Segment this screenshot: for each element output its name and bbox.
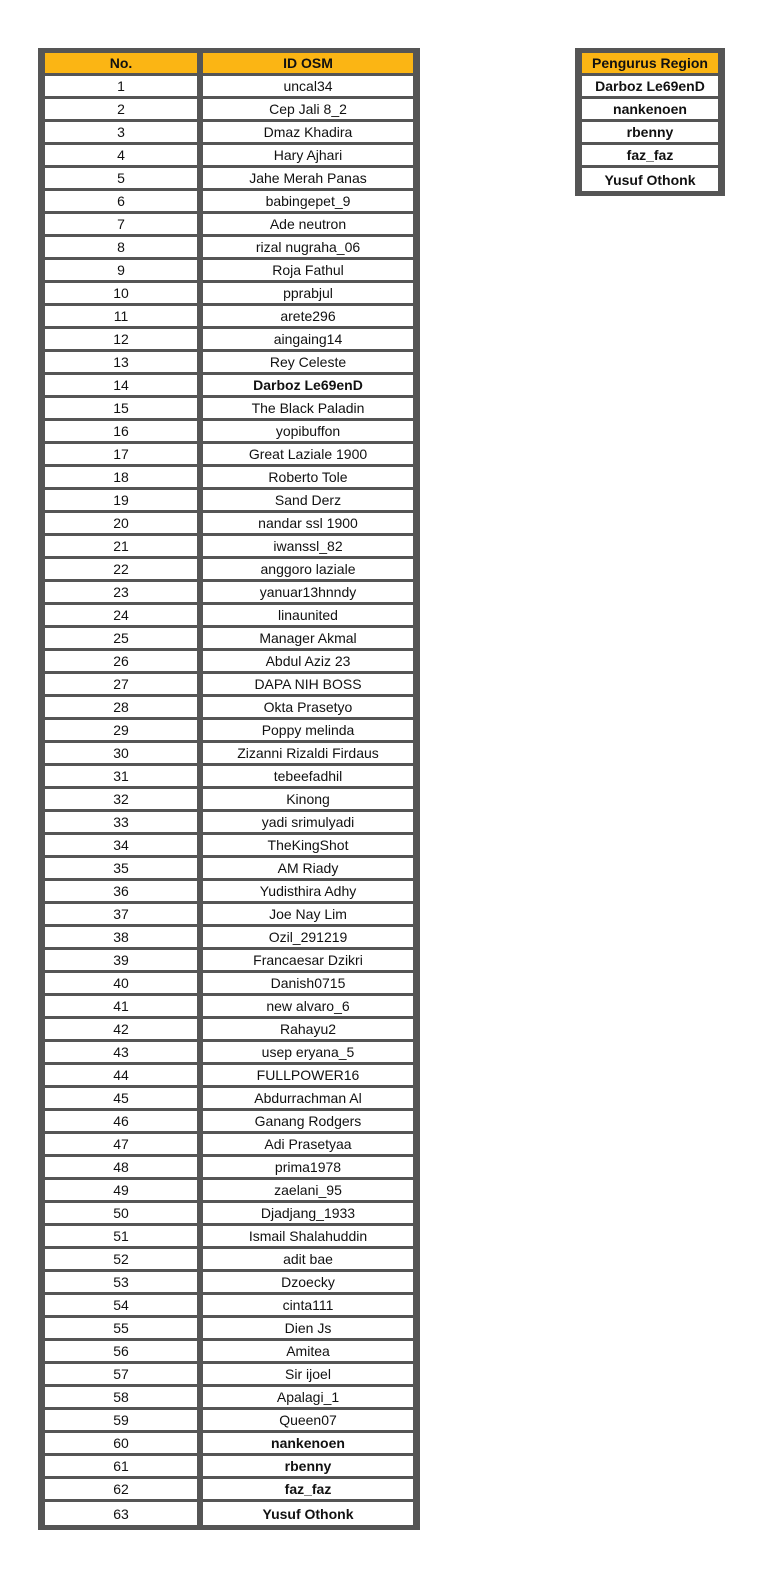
- table-row: [43, 490, 415, 513]
- osm-id: DAPA NIH BOSS: [203, 674, 413, 697]
- table-row: [43, 720, 415, 743]
- osm-id: Manager Akmal: [203, 628, 413, 651]
- row-number: 36: [45, 881, 197, 904]
- row-number: 11: [45, 306, 197, 329]
- row-number: 31: [45, 766, 197, 789]
- table-row: [43, 398, 415, 421]
- osm-id: tebeefadhil: [203, 766, 413, 789]
- table-row: [43, 1318, 415, 1341]
- row-number: 7: [45, 214, 197, 237]
- row-number: 12: [45, 329, 197, 352]
- osm-id: iwanssl_82: [203, 536, 413, 559]
- osm-id: usep eryana_5: [203, 1042, 413, 1065]
- table-row: [43, 1042, 415, 1065]
- table-row: [43, 651, 415, 674]
- table-row: [43, 214, 415, 237]
- row-number: 56: [45, 1341, 197, 1364]
- osm-id: Abdul Aziz 23: [203, 651, 413, 674]
- osm-id: arete296: [203, 306, 413, 329]
- row-number: 44: [45, 1065, 197, 1088]
- table-row: [43, 1203, 415, 1226]
- row-number: 3: [45, 122, 197, 145]
- table-row: [43, 697, 415, 720]
- table-row: [43, 122, 415, 145]
- row-number: 2: [45, 99, 197, 122]
- row-number: 8: [45, 237, 197, 260]
- osm-id: Dien Js: [203, 1318, 413, 1341]
- table-row: [43, 858, 415, 881]
- osm-id: pprabjul: [203, 283, 413, 306]
- row-number: 43: [45, 1042, 197, 1065]
- table-row: [43, 76, 415, 99]
- row-number: 19: [45, 490, 197, 513]
- table-row: [43, 1502, 415, 1525]
- row-number: 63: [45, 1502, 197, 1525]
- table-row: [43, 881, 415, 904]
- osm-id: zaelani_95: [203, 1180, 413, 1203]
- table-row: [43, 329, 415, 352]
- row-number: 17: [45, 444, 197, 467]
- row-number: 13: [45, 352, 197, 375]
- row-number: 53: [45, 1272, 197, 1295]
- table-row: [43, 1479, 415, 1502]
- osm-id: Dzoecky: [203, 1272, 413, 1295]
- osm-id: Hary Ajhari: [203, 145, 413, 168]
- row-number: 18: [45, 467, 197, 490]
- row-number: 50: [45, 1203, 197, 1226]
- row-number: 5: [45, 168, 197, 191]
- table-row: [43, 1295, 415, 1318]
- table-row: [43, 260, 415, 283]
- table-row: [43, 99, 415, 122]
- osm-id: Sir ijoel: [203, 1364, 413, 1387]
- table-row: [43, 812, 415, 835]
- row-number: 1: [45, 76, 197, 99]
- table-row: [43, 352, 415, 375]
- osm-id: Okta Prasetyo: [203, 697, 413, 720]
- osm-id: Sand Derz: [203, 490, 413, 513]
- osm-id: faz_faz: [203, 1479, 413, 1502]
- osm-id: Darboz Le69enD: [203, 375, 413, 398]
- row-number: 23: [45, 582, 197, 605]
- osm-id: uncal34: [203, 76, 413, 99]
- table-row: [43, 582, 415, 605]
- table-row: [43, 1364, 415, 1387]
- table-row: [43, 1180, 415, 1203]
- row-number: 16: [45, 421, 197, 444]
- row-number: 58: [45, 1387, 197, 1410]
- table-row: [43, 513, 415, 536]
- row-number: 24: [45, 605, 197, 628]
- table-row: [43, 927, 415, 950]
- row-number: 35: [45, 858, 197, 881]
- osm-id: Abdurrachman Al: [203, 1088, 413, 1111]
- row-number: 14: [45, 375, 197, 398]
- row-number: 52: [45, 1249, 197, 1272]
- osm-id: Yusuf Othonk: [203, 1502, 413, 1525]
- region-admin-name: Darboz Le69enD: [582, 76, 718, 99]
- table-row: [43, 1272, 415, 1295]
- row-number: 42: [45, 1019, 197, 1042]
- osm-id: aingaing14: [203, 329, 413, 352]
- row-number: 47: [45, 1134, 197, 1157]
- osm-id: yopibuffon: [203, 421, 413, 444]
- osm-id: yanuar13hnndy: [203, 582, 413, 605]
- table-row: [43, 191, 415, 214]
- table-row: [580, 122, 720, 145]
- osm-id: Djadjang_1933: [203, 1203, 413, 1226]
- column-header-id-osm: ID OSM: [203, 53, 413, 76]
- row-number: 27: [45, 674, 197, 697]
- region-admin-name: Yusuf Othonk: [582, 168, 718, 191]
- row-number: 37: [45, 904, 197, 927]
- osm-id: Adi Prasetyaa: [203, 1134, 413, 1157]
- row-number: 25: [45, 628, 197, 651]
- osm-id: Ozil_291219: [203, 927, 413, 950]
- osm-id: Apalagi_1: [203, 1387, 413, 1410]
- row-number: 61: [45, 1456, 197, 1479]
- table-row: [43, 1433, 415, 1456]
- table-row: [43, 766, 415, 789]
- osm-id: FULLPOWER16: [203, 1065, 413, 1088]
- table-row: [580, 76, 720, 99]
- row-number: 33: [45, 812, 197, 835]
- osm-id: Roberto Tole: [203, 467, 413, 490]
- table-row: [43, 1226, 415, 1249]
- table-row: [43, 835, 415, 858]
- osm-id: Dmaz Khadira: [203, 122, 413, 145]
- row-number: 29: [45, 720, 197, 743]
- column-header-pengurus-region: Pengurus Region: [582, 53, 718, 76]
- table-row: [43, 1157, 415, 1180]
- table-row: [43, 168, 415, 191]
- region-admin-name: nankenoen: [582, 99, 718, 122]
- row-number: 46: [45, 1111, 197, 1134]
- osm-id: adit bae: [203, 1249, 413, 1272]
- region-admin-table: [575, 48, 725, 196]
- osm-id: nankenoen: [203, 1433, 413, 1456]
- osm-id: Yudisthira Adhy: [203, 881, 413, 904]
- row-number: 62: [45, 1479, 197, 1502]
- osm-id: Rey Celeste: [203, 352, 413, 375]
- table-row: [43, 306, 415, 329]
- osm-id: Francaesar Dzikri: [203, 950, 413, 973]
- row-number: 22: [45, 559, 197, 582]
- osm-id: babingepet_9: [203, 191, 413, 214]
- table-row: [43, 536, 415, 559]
- row-number: 21: [45, 536, 197, 559]
- osm-id: Kinong: [203, 789, 413, 812]
- table-row: [43, 283, 415, 306]
- table-row: [43, 237, 415, 260]
- table-row: [43, 1410, 415, 1433]
- row-number: 26: [45, 651, 197, 674]
- osm-id: Joe Nay Lim: [203, 904, 413, 927]
- osm-id: rbenny: [203, 1456, 413, 1479]
- row-number: 20: [45, 513, 197, 536]
- table-row: [43, 996, 415, 1019]
- table-row: [43, 1111, 415, 1134]
- osm-id: nandar ssl 1900: [203, 513, 413, 536]
- table-row: [43, 904, 415, 927]
- osm-id: Zizanni Rizaldi Firdaus: [203, 743, 413, 766]
- table-row: [43, 628, 415, 651]
- row-number: 54: [45, 1295, 197, 1318]
- table-row: [43, 375, 415, 398]
- row-number: 30: [45, 743, 197, 766]
- osm-id: Ade neutron: [203, 214, 413, 237]
- osm-id: The Black Paladin: [203, 398, 413, 421]
- table-row: [43, 1134, 415, 1157]
- table-row: [43, 674, 415, 697]
- osm-id: linaunited: [203, 605, 413, 628]
- row-number: 34: [45, 835, 197, 858]
- osm-id: cinta111: [203, 1295, 413, 1318]
- osm-id: rizal nugraha_06: [203, 237, 413, 260]
- osm-id: Poppy melinda: [203, 720, 413, 743]
- row-number: 55: [45, 1318, 197, 1341]
- table-row: [43, 559, 415, 582]
- region-admin-name: rbenny: [582, 122, 718, 145]
- table-row: [43, 789, 415, 812]
- table-row: [43, 467, 415, 490]
- row-number: 32: [45, 789, 197, 812]
- table-row: [43, 1249, 415, 1272]
- row-number: 40: [45, 973, 197, 996]
- osm-id: Cep Jali 8_2: [203, 99, 413, 122]
- table-row: [43, 1065, 415, 1088]
- osm-id: new alvaro_6: [203, 996, 413, 1019]
- member-table: [38, 48, 420, 1530]
- table-row: [43, 421, 415, 444]
- osm-id: yadi srimulyadi: [203, 812, 413, 835]
- table-row: [43, 1456, 415, 1479]
- osm-id: Queen07: [203, 1410, 413, 1433]
- row-number: 59: [45, 1410, 197, 1433]
- row-number: 41: [45, 996, 197, 1019]
- table-row: [580, 168, 720, 191]
- row-number: 57: [45, 1364, 197, 1387]
- table-row: [580, 145, 720, 168]
- table-row: [580, 99, 720, 122]
- column-header-no: No.: [45, 53, 197, 76]
- table-row: [43, 444, 415, 467]
- row-number: 45: [45, 1088, 197, 1111]
- row-number: 48: [45, 1157, 197, 1180]
- row-number: 10: [45, 283, 197, 306]
- member-table-header: [43, 53, 415, 76]
- osm-id: AM Riady: [203, 858, 413, 881]
- table-row: [43, 973, 415, 996]
- osm-id: Roja Fathul: [203, 260, 413, 283]
- table-row: [43, 1019, 415, 1042]
- row-number: 4: [45, 145, 197, 168]
- osm-id: anggoro laziale: [203, 559, 413, 582]
- osm-id: Ganang Rodgers: [203, 1111, 413, 1134]
- table-row: [43, 145, 415, 168]
- row-number: 49: [45, 1180, 197, 1203]
- table-row: [43, 950, 415, 973]
- region-admin-header: [580, 53, 720, 76]
- osm-id: Amitea: [203, 1341, 413, 1364]
- table-row: [43, 1088, 415, 1111]
- osm-id: prima1978: [203, 1157, 413, 1180]
- table-row: [43, 743, 415, 766]
- table-row: [43, 1387, 415, 1410]
- row-number: 6: [45, 191, 197, 214]
- row-number: 38: [45, 927, 197, 950]
- table-row: [43, 1341, 415, 1364]
- row-number: 9: [45, 260, 197, 283]
- osm-id: Danish0715: [203, 973, 413, 996]
- row-number: 15: [45, 398, 197, 421]
- table-row: [43, 605, 415, 628]
- osm-id: Ismail Shalahuddin: [203, 1226, 413, 1249]
- row-number: 60: [45, 1433, 197, 1456]
- region-admin-name: faz_faz: [582, 145, 718, 168]
- row-number: 51: [45, 1226, 197, 1249]
- osm-id: Great Laziale 1900: [203, 444, 413, 467]
- row-number: 28: [45, 697, 197, 720]
- osm-id: Jahe Merah Panas: [203, 168, 413, 191]
- osm-id: TheKingShot: [203, 835, 413, 858]
- osm-id: Rahayu2: [203, 1019, 413, 1042]
- row-number: 39: [45, 950, 197, 973]
